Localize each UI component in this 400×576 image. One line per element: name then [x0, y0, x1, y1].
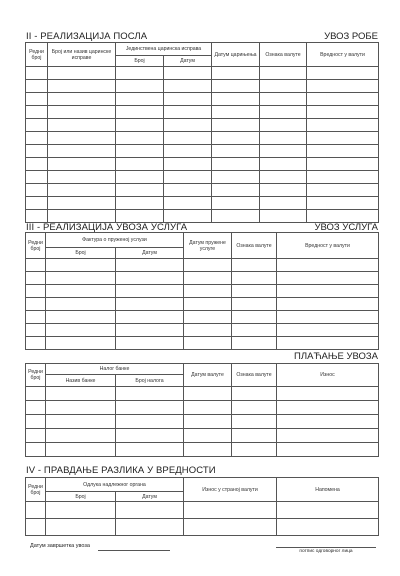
table-cell[interactable] — [46, 259, 116, 272]
table-cell[interactable] — [277, 401, 379, 415]
col-redni: Редни број — [26, 233, 46, 259]
table-cell[interactable] — [46, 337, 116, 350]
table-cell[interactable] — [307, 197, 379, 210]
table-cell[interactable] — [184, 259, 232, 272]
table-cell[interactable] — [26, 298, 46, 311]
table-cell[interactable] — [46, 324, 116, 337]
table-cell[interactable] — [212, 67, 260, 80]
table-cell[interactable] — [164, 197, 212, 210]
table-cell[interactable] — [307, 171, 379, 184]
table-cell[interactable] — [26, 443, 46, 457]
col-iznos-strana: Износ у страној валути — [184, 478, 277, 502]
table-cell[interactable] — [277, 311, 379, 324]
table-cell[interactable] — [164, 106, 212, 119]
table-cell[interactable] — [116, 119, 164, 132]
table-cell[interactable] — [164, 184, 212, 197]
col-iznos: Износ — [277, 364, 379, 387]
table-cell[interactable] — [184, 415, 232, 429]
table-cell[interactable] — [232, 259, 277, 272]
table-cell[interactable] — [260, 106, 307, 119]
signature-label: потпис одговорног лица — [299, 549, 353, 554]
table-cell[interactable] — [164, 158, 212, 171]
table-cell[interactable] — [164, 145, 212, 158]
table-cell[interactable] — [116, 171, 164, 184]
table-cell[interactable] — [260, 171, 307, 184]
table-cell[interactable] — [184, 324, 232, 337]
table-cell[interactable] — [26, 158, 48, 171]
table-cell[interactable] — [116, 272, 184, 285]
section-3-title: III - РЕАЛИЗАЦИЈА УВОЗА УСЛУГА — [26, 222, 188, 233]
value-difference-rows — [26, 502, 379, 536]
table-cell[interactable] — [116, 197, 164, 210]
table-cell[interactable] — [26, 93, 48, 106]
table-cell[interactable] — [48, 106, 116, 119]
table-cell[interactable] — [164, 80, 212, 93]
col-odluka: Одлука надлежног органа — [46, 478, 184, 492]
col-redni: Редни број — [26, 364, 46, 387]
table-cell[interactable] — [212, 145, 260, 158]
table-cell[interactable] — [26, 519, 46, 536]
table-cell[interactable] — [46, 519, 116, 536]
table-cell[interactable] — [116, 67, 164, 80]
import-services-table — [25, 232, 379, 350]
table-cell[interactable] — [232, 298, 277, 311]
table-cell[interactable] — [48, 67, 116, 80]
table-cell[interactable] — [116, 311, 184, 324]
table-cell[interactable] — [260, 197, 307, 210]
import-goods-table — [25, 42, 379, 223]
table-cell[interactable] — [212, 171, 260, 184]
table-cell[interactable] — [48, 132, 116, 145]
col-datum-carinjenja: Датум царињења — [212, 43, 260, 67]
col-broj-naloga: Број налога — [116, 375, 184, 387]
table-cell[interactable] — [232, 272, 277, 285]
table-cell[interactable] — [184, 401, 232, 415]
table-cell[interactable] — [307, 184, 379, 197]
import-payment-table — [25, 363, 379, 457]
section-4-title: IV - ПРАВДАЊЕ РАЗЛИКА У ВРЕДНОСТИ — [26, 465, 216, 476]
table-cell[interactable] — [307, 132, 379, 145]
table-cell[interactable] — [307, 106, 379, 119]
table-cell[interactable] — [26, 337, 46, 350]
table-cell[interactable] — [116, 429, 184, 443]
section-2-right-title: УВОЗ РОБЕ — [324, 31, 378, 42]
table-cell[interactable] — [26, 401, 46, 415]
table-cell[interactable] — [260, 67, 307, 80]
table-cell[interactable] — [116, 259, 184, 272]
table-cell[interactable] — [184, 519, 277, 536]
table-cell[interactable] — [212, 184, 260, 197]
col-broj: Број — [46, 492, 116, 502]
table-cell[interactable] — [277, 387, 379, 401]
section-2-title: II - РЕАЛИЗАЦИЈА ПОСЛА — [26, 31, 148, 42]
table-cell[interactable] — [26, 184, 48, 197]
col-broj: Број — [116, 56, 164, 67]
table-cell[interactable] — [116, 80, 164, 93]
col-oznaka: Ознака валуте — [232, 364, 277, 387]
table-cell[interactable] — [212, 93, 260, 106]
table-cell[interactable] — [260, 93, 307, 106]
table-cell[interactable] — [26, 145, 48, 158]
col-jed-isprava: Јединствена царинска исправа — [116, 43, 212, 56]
table-cell[interactable] — [184, 429, 232, 443]
table-cell[interactable] — [116, 132, 164, 145]
import-services-rows — [26, 259, 379, 350]
col-faktura: Фактура о пруженој услузи — [46, 233, 184, 248]
table-cell[interactable] — [116, 145, 164, 158]
value-difference-table — [25, 477, 379, 536]
table-cell[interactable] — [116, 415, 184, 429]
table-cell[interactable] — [212, 132, 260, 145]
col-datum-valute: Датум валуте — [184, 364, 232, 387]
table-cell[interactable] — [48, 184, 116, 197]
table-cell[interactable] — [26, 106, 48, 119]
import-payment-rows — [26, 387, 379, 457]
table-cell[interactable] — [26, 272, 46, 285]
table-cell[interactable] — [26, 324, 46, 337]
col-redni: Редни број — [26, 478, 46, 502]
table-cell[interactable] — [26, 132, 48, 145]
table-cell[interactable] — [26, 259, 46, 272]
table-cell[interactable] — [48, 119, 116, 132]
table-cell[interactable] — [46, 502, 116, 519]
table-cell[interactable] — [116, 210, 164, 223]
table-cell[interactable] — [184, 285, 232, 298]
table-cell[interactable] — [307, 67, 379, 80]
table-cell[interactable] — [26, 197, 48, 210]
signature-line[interactable] — [276, 547, 376, 554]
table-cell[interactable] — [184, 272, 232, 285]
table-cell[interactable] — [116, 93, 164, 106]
col-oznaka: Ознака валуте — [232, 233, 277, 259]
table-cell[interactable] — [46, 272, 116, 285]
table-cell[interactable] — [26, 210, 48, 223]
table-cell[interactable] — [212, 106, 260, 119]
table-cell[interactable] — [164, 119, 212, 132]
table-cell[interactable] — [260, 210, 307, 223]
col-datum: Датум — [164, 56, 212, 67]
table-cell[interactable] — [307, 119, 379, 132]
table-cell[interactable] — [164, 93, 212, 106]
table-cell[interactable] — [116, 106, 164, 119]
col-naziv-banke: Назив банке — [46, 375, 116, 387]
completion-date-label: Датум завршетка увоза — [30, 543, 90, 549]
col-redni: Редни број — [26, 43, 48, 67]
table-cell[interactable] — [232, 387, 277, 401]
table-cell[interactable] — [26, 80, 48, 93]
table-cell[interactable] — [164, 67, 212, 80]
table-cell[interactable] — [184, 337, 232, 350]
table-cell[interactable] — [260, 158, 307, 171]
table-cell[interactable] — [48, 145, 116, 158]
table-cell[interactable] — [26, 429, 46, 443]
col-datum-pruzene: Датум пружене услуге — [184, 233, 232, 259]
table-cell[interactable] — [116, 443, 184, 457]
table-cell[interactable] — [26, 502, 46, 519]
table-cell[interactable] — [260, 80, 307, 93]
table-cell[interactable] — [260, 145, 307, 158]
table-cell[interactable] — [307, 93, 379, 106]
table-cell[interactable] — [46, 415, 116, 429]
col-datum: Датум — [116, 492, 184, 502]
table-cell[interactable] — [48, 158, 116, 171]
table-cell[interactable] — [184, 502, 277, 519]
table-cell[interactable] — [260, 184, 307, 197]
table-cell[interactable] — [26, 415, 46, 429]
table-cell[interactable] — [26, 67, 48, 80]
table-cell[interactable] — [260, 119, 307, 132]
table-cell[interactable] — [277, 285, 379, 298]
table-cell[interactable] — [232, 311, 277, 324]
table-cell[interactable] — [26, 171, 48, 184]
table-cell[interactable] — [46, 387, 116, 401]
table-cell[interactable] — [277, 324, 379, 337]
table-cell[interactable] — [164, 210, 212, 223]
table-cell[interactable] — [46, 311, 116, 324]
col-vrednost: Вредност у валути — [277, 233, 379, 259]
table-cell[interactable] — [212, 210, 260, 223]
table-cell[interactable] — [232, 443, 277, 457]
table-cell[interactable] — [116, 158, 164, 171]
table-cell[interactable] — [184, 311, 232, 324]
table-cell[interactable] — [212, 80, 260, 93]
table-cell[interactable] — [277, 415, 379, 429]
col-vrednost: Вредност у валути — [307, 43, 379, 67]
table-cell[interactable] — [46, 298, 116, 311]
table-cell[interactable] — [46, 401, 116, 415]
table-cell[interactable] — [307, 80, 379, 93]
col-broj-naziv: Број или назив царинске исправе — [48, 43, 116, 67]
table-cell[interactable] — [116, 502, 184, 519]
table-cell[interactable] — [212, 119, 260, 132]
table-cell[interactable] — [212, 158, 260, 171]
table-cell[interactable] — [116, 298, 184, 311]
table-cell[interactable] — [232, 285, 277, 298]
table-cell[interactable] — [232, 429, 277, 443]
table-cell[interactable] — [164, 132, 212, 145]
table-cell[interactable] — [48, 93, 116, 106]
table-cell[interactable] — [277, 443, 379, 457]
table-cell[interactable] — [116, 184, 164, 197]
table-cell[interactable] — [232, 337, 277, 350]
table-cell[interactable] — [46, 285, 116, 298]
table-cell[interactable] — [184, 443, 232, 457]
table-cell[interactable] — [116, 285, 184, 298]
table-cell[interactable] — [277, 259, 379, 272]
table-cell[interactable] — [116, 387, 184, 401]
table-cell[interactable] — [184, 298, 232, 311]
table-cell[interactable] — [277, 272, 379, 285]
table-cell[interactable] — [116, 519, 184, 536]
table-cell[interactable] — [307, 210, 379, 223]
table-cell[interactable] — [307, 145, 379, 158]
table-cell[interactable] — [48, 171, 116, 184]
col-nalog: Налог банке — [46, 364, 184, 375]
table-cell[interactable] — [307, 158, 379, 171]
table-cell[interactable] — [26, 119, 48, 132]
payment-title: ПЛАЋАЊЕ УВОЗА — [294, 351, 378, 362]
table-cell[interactable] — [277, 298, 379, 311]
table-cell[interactable] — [26, 387, 46, 401]
table-cell[interactable] — [277, 337, 379, 350]
table-cell[interactable] — [26, 311, 46, 324]
table-cell[interactable] — [232, 401, 277, 415]
table-cell[interactable] — [26, 285, 46, 298]
table-cell[interactable] — [260, 132, 307, 145]
table-cell[interactable] — [46, 429, 116, 443]
table-cell[interactable] — [48, 80, 116, 93]
table-cell[interactable] — [277, 502, 379, 519]
table-cell[interactable] — [48, 197, 116, 210]
completion-date-field[interactable] — [98, 550, 170, 551]
table-cell[interactable] — [232, 415, 277, 429]
col-datum: Датум — [116, 248, 184, 259]
table-cell[interactable] — [164, 171, 212, 184]
table-cell[interactable] — [232, 324, 277, 337]
table-cell[interactable] — [116, 337, 184, 350]
col-napomena: Напомена — [277, 478, 379, 502]
table-cell[interactable] — [277, 429, 379, 443]
section-3-right-title: УВОЗ УСЛУГА — [314, 222, 378, 233]
table-cell[interactable] — [212, 197, 260, 210]
table-cell[interactable] — [184, 387, 232, 401]
table-cell[interactable] — [277, 519, 379, 536]
table-cell[interactable] — [116, 324, 184, 337]
import-goods-rows — [26, 67, 379, 223]
col-broj: Број — [46, 248, 116, 259]
table-cell[interactable] — [116, 401, 184, 415]
table-cell[interactable] — [48, 210, 116, 223]
col-oznaka: Ознака валуте — [260, 43, 307, 67]
table-cell[interactable] — [46, 443, 116, 457]
